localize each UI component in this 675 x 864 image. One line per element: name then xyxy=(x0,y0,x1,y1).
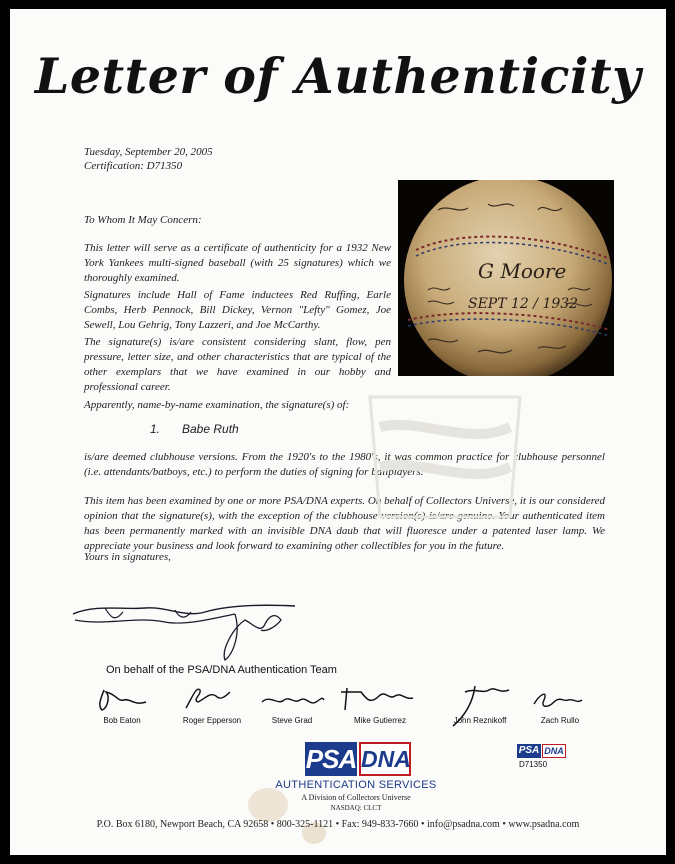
letter-date: Tuesday, September 20, 2005 xyxy=(84,146,213,158)
letter-title: Letter of Authenticity xyxy=(34,47,642,105)
signature-mark xyxy=(335,682,425,716)
signature-block xyxy=(252,682,332,742)
sticker-dna: DNA xyxy=(542,744,566,758)
main-signature xyxy=(65,584,305,664)
signer-name: Mike Gutierrez xyxy=(353,716,406,725)
sticker-cert-number: D71350 xyxy=(519,760,548,769)
signature-block xyxy=(172,682,252,742)
signer-name: Bob Eaton xyxy=(103,716,141,725)
baseball-image xyxy=(398,180,614,376)
paragraph-opinion: This item has been examined by one or more PSA/DNA experts. On behalf of Collectors Universe, it is our considered opinion that the signature(s), with the exception of the clubhouse version(s) is/are genuine. Your authenticated item has been permanently marked with an invisible DNA daub that will fluoresce under a patented laser lamp. We appreciate your business and look forward to examining other collectibles for you in the future. xyxy=(84,495,605,552)
list-item-name: Babe Ruth xyxy=(182,422,239,436)
baseball-photo xyxy=(398,180,614,376)
list-item-number: 1. xyxy=(150,422,161,436)
footer-contact: P.O. Box 6180, Newport Beach, CA 92658 • 800-325-1121 • Fax: 949-833-7660 • info@psadna.com • www.psadna.com xyxy=(96,819,580,830)
signature-block xyxy=(435,682,525,742)
sticker-logo xyxy=(517,744,567,758)
sticker-psa: PSA xyxy=(518,745,540,756)
logo-dna: DNA xyxy=(359,742,411,776)
signer-name: Steve Grad xyxy=(271,716,313,725)
signer-name: John Reznikoff xyxy=(453,716,507,725)
authentication-sticker xyxy=(517,744,569,772)
signature-block xyxy=(335,682,425,742)
paragraph-clubhouse: is/are deemed clubhouse versions. From the 1920's to the 1980's, it was common practice for clubhouse personnel (i.e. attendants/batboys, etc.) to perform the duties of signing for ballplayers. xyxy=(84,451,605,478)
letter-meta xyxy=(84,145,213,173)
signer-name: Zach Rullo xyxy=(540,716,580,725)
paragraph-signatures: Signatures include Hall of Fame inductees Red Ruffing, Earle Combs, Herb Pennock, Bill Dickey, Vernon "Lefty" Gomez, Joe Sewell, Lou Gehrig, Tony Lazzeri, and Joe McCarthy. xyxy=(84,289,391,331)
closing-line: Yours in signatures, xyxy=(84,551,171,563)
signature-mark xyxy=(172,682,252,716)
paragraph-examination: Apparently, name-by-name examination, the signature(s) of: xyxy=(84,399,350,411)
letter-page xyxy=(10,9,666,855)
signature-block xyxy=(520,682,600,742)
team-label: On behalf of the PSA/DNA Authentication Team xyxy=(106,664,337,676)
nasdaq-line: NASDAQ: CLCT xyxy=(330,804,382,812)
paragraph-consistency: The signature(s) is/are consistent considering slant, flow, pen pressure, letter size, and other characteristics that are typical of the other exemplars that we have examined in our hobby and professional career. xyxy=(84,336,391,393)
authentication-services: AUTHENTICATION SERVICES xyxy=(275,779,437,791)
logo-psa: PSA xyxy=(305,744,357,774)
signature-mark xyxy=(520,682,600,716)
signer-name: Roger Epperson xyxy=(182,716,242,725)
list-item xyxy=(150,422,239,436)
signature-mark xyxy=(82,682,162,716)
signature-mark xyxy=(252,682,332,716)
ball-signature-text: G Moore xyxy=(478,259,567,283)
division-line: A Division of Collectors Universe xyxy=(301,793,411,802)
salutation: To Whom It May Concern: xyxy=(84,214,202,226)
signature-row xyxy=(10,682,666,742)
certification-number: Certification: D71350 xyxy=(84,160,183,172)
ball-date-text: SEPT 12 / 1932 xyxy=(468,296,579,312)
paragraph-certificate: This letter will serve as a certificate of authenticity for a 1932 New York Yankees multi-signed baseball (with 25 signatures) which we thoroughly examined. xyxy=(84,242,391,284)
psa-dna-logo xyxy=(305,742,411,776)
signature-block xyxy=(82,682,162,742)
